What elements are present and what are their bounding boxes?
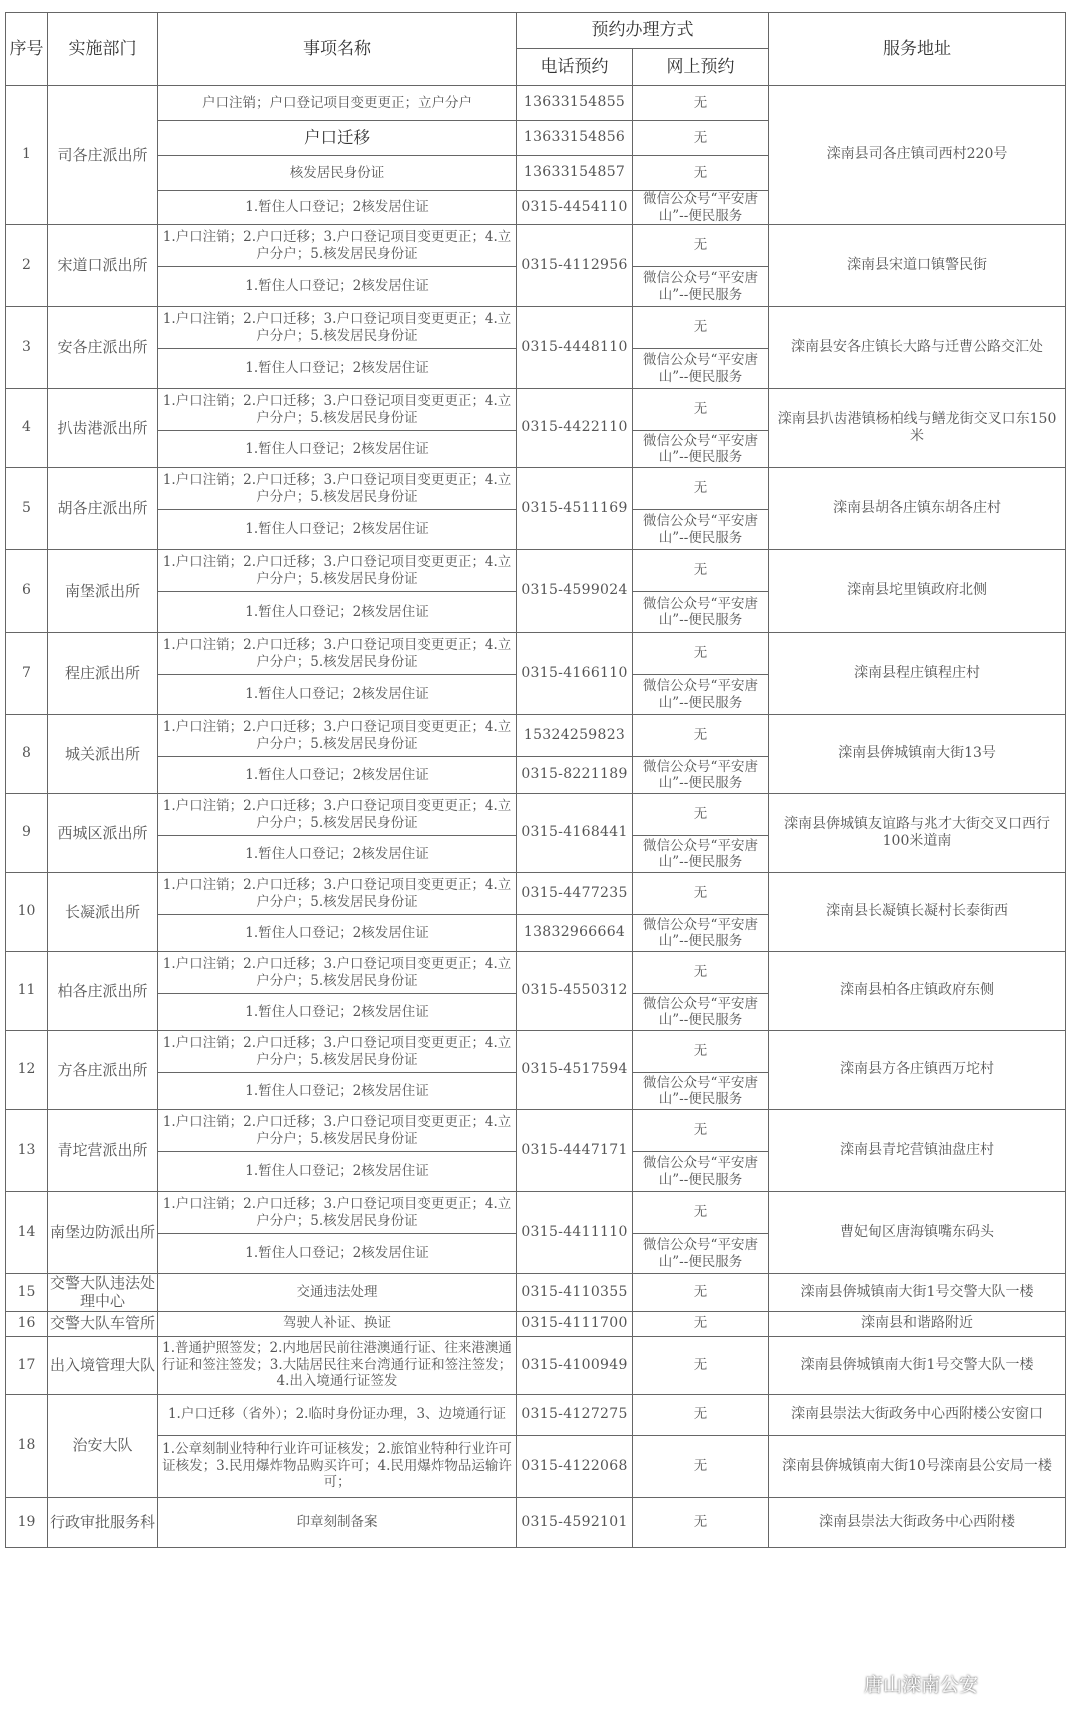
table-row — [6, 1497, 1066, 1547]
table-row — [6, 225, 1066, 267]
row-online: 无 — [633, 156, 769, 191]
table-row — [6, 794, 1066, 836]
row-item: 交通违法处理 — [158, 1274, 517, 1312]
row-item: 1.暂住人口登记；2核发居住证 — [158, 1152, 517, 1192]
row-phone: 0315-4447171 — [517, 1110, 633, 1192]
row-dept: 安各庄派出所 — [48, 307, 158, 389]
row-seq: 17 — [6, 1336, 48, 1394]
row-online: 微信公众号“平安唐山”--便民服务 — [633, 1073, 769, 1110]
row-dept: 胡各庄派出所 — [48, 468, 158, 550]
row-address: 滦南县倴城镇南大街13号 — [769, 715, 1066, 794]
table-body — [6, 86, 1066, 1548]
row-item: 1.户口迁移（省外）；2.临时身份证办理，3、边境通行证 — [158, 1394, 517, 1435]
row-online: 微信公众号“平安唐山”--便民服务 — [633, 1152, 769, 1192]
row-dept: 南堡边防派出所 — [48, 1192, 158, 1274]
row-phone: 0315-4422110 — [517, 389, 633, 468]
row-address: 滦南县倴城镇南大街1号交警大队一楼 — [769, 1336, 1066, 1394]
row-address: 曹妃甸区唐海镇嘴东码头 — [769, 1192, 1066, 1274]
row-dept: 出入境管理大队 — [48, 1336, 158, 1394]
row-phone: 0315-4122068 — [517, 1435, 633, 1497]
watermark — [826, 1665, 978, 1701]
row-dept: 青坨营派出所 — [48, 1110, 158, 1192]
row-dept: 扒齿港派出所 — [48, 389, 158, 468]
row-item: 1.户口注销；2.户口迁移；3.户口登记项目变更更正；4.立户分户；5.核发居民身份证 — [158, 794, 517, 836]
row-item: 1.暂住人口登记；2核发居住证 — [158, 267, 517, 307]
row-phone: 0315-4100949 — [517, 1336, 633, 1394]
row-online: 无 — [633, 389, 769, 431]
header-dept: 实施部门 — [48, 13, 158, 86]
row-address: 滦南县柏各庄镇政府东侧 — [769, 952, 1066, 1031]
row-online: 无 — [633, 121, 769, 156]
wechat-icon — [826, 1671, 858, 1695]
table-row — [6, 1110, 1066, 1152]
row-dept: 交警大队车管所 — [48, 1311, 158, 1336]
row-online: 微信公众号“平安唐山”--便民服务 — [633, 349, 769, 389]
row-seq: 13 — [6, 1110, 48, 1192]
header-address: 服务地址 — [769, 13, 1066, 86]
row-online: 微信公众号“平安唐山”--便民服务 — [633, 757, 769, 794]
row-address: 滦南县崇法大街政务中心西附楼 — [769, 1497, 1066, 1547]
row-phone: 0315-4166110 — [517, 633, 633, 715]
header-phone: 电话预约 — [517, 49, 633, 86]
row-item: 1.户口注销；2.户口迁移；3.户口登记项目变更更正；4.立户分户；5.核发居民身份证 — [158, 225, 517, 267]
row-seq: 14 — [6, 1192, 48, 1274]
row-online: 微信公众号“平安唐山”--便民服务 — [633, 994, 769, 1031]
row-seq: 18 — [6, 1394, 48, 1497]
row-address: 滦南县扒齿港镇杨柏线与鳝龙街交叉口东150米 — [769, 389, 1066, 468]
row-item: 1.户口注销；2.户口迁移；3.户口登记项目变更更正；4.立户分户；5.核发居民身份证 — [158, 468, 517, 510]
row-seq: 11 — [6, 952, 48, 1031]
row-online: 无 — [633, 86, 769, 121]
row-seq: 6 — [6, 550, 48, 633]
row-phone: 0315-4454110 — [517, 191, 633, 225]
row-phone: 15324259823 — [517, 715, 633, 757]
row-address: 滦南县崇法大街政务中心西附楼公安窗口 — [769, 1394, 1066, 1435]
row-online: 微信公众号“平安唐山”--便民服务 — [633, 267, 769, 307]
row-address: 滦南县程庄镇程庄村 — [769, 633, 1066, 715]
header-item: 事项名称 — [158, 13, 517, 86]
row-address: 滦南县倴城镇南大街1号交警大队一楼 — [769, 1274, 1066, 1312]
row-address: 滦南县青坨营镇油盘庄村 — [769, 1110, 1066, 1192]
row-address: 滦南县安各庄镇长大路与迁曹公路交汇处 — [769, 307, 1066, 389]
row-online: 无 — [633, 1497, 769, 1547]
row-online: 无 — [633, 1311, 769, 1336]
row-phone: 0315-4127275 — [517, 1394, 633, 1435]
table-row — [6, 468, 1066, 510]
row-phone: 0315-4110355 — [517, 1274, 633, 1312]
row-dept: 司各庄派出所 — [48, 86, 158, 225]
row-item: 核发居民身份证 — [158, 156, 517, 191]
row-dept: 治安大队 — [48, 1394, 158, 1497]
table-row — [6, 86, 1066, 121]
row-dept: 方各庄派出所 — [48, 1031, 158, 1110]
row-address: 滦南县宋道口镇警民街 — [769, 225, 1066, 307]
row-seq: 4 — [6, 389, 48, 468]
row-item: 1.户口注销；2.户口迁移；3.户口登记项目变更更正；4.立户分户；5.核发居民身份证 — [158, 873, 517, 915]
row-online: 微信公众号“平安唐山”--便民服务 — [633, 1234, 769, 1274]
row-online: 无 — [633, 1336, 769, 1394]
row-item: 1.暂住人口登记；2核发居住证 — [158, 915, 517, 952]
table-row — [6, 1394, 1066, 1435]
row-dept: 宋道口派出所 — [48, 225, 158, 307]
row-dept: 城关派出所 — [48, 715, 158, 794]
table-row — [6, 715, 1066, 757]
row-item: 1.户口注销；2.户口迁移；3.户口登记项目变更更正；4.立户分户；5.核发居民身份证 — [158, 1031, 517, 1073]
row-item: 1.户口注销；2.户口迁移；3.户口登记项目变更更正；4.立户分户；5.核发居民身份证 — [158, 715, 517, 757]
row-item: 1.户口注销；2.户口迁移；3.户口登记项目变更更正；4.立户分户；5.核发居民身份证 — [158, 633, 517, 675]
row-seq: 15 — [6, 1274, 48, 1312]
row-phone: 0315-4511169 — [517, 468, 633, 550]
row-phone: 0315-4550312 — [517, 952, 633, 1031]
row-address: 滦南县方各庄镇西万坨村 — [769, 1031, 1066, 1110]
row-seq: 10 — [6, 873, 48, 952]
row-phone: 0315-4448110 — [517, 307, 633, 389]
row-dept: 长凝派出所 — [48, 873, 158, 952]
row-address: 滦南县倴城镇友谊路与兆才大街交叉口西行100米道南 — [769, 794, 1066, 873]
row-item: 1.户口注销；2.户口迁移；3.户口登记项目变更更正；4.立户分户；5.核发居民身份证 — [158, 1192, 517, 1234]
row-address: 滦南县司各庄镇司西村220号 — [769, 86, 1066, 225]
row-dept: 交警大队违法处理中心 — [48, 1274, 158, 1312]
row-phone: 0315-4111700 — [517, 1311, 633, 1336]
table-row — [6, 873, 1066, 915]
row-online: 微信公众号“平安唐山”--便民服务 — [633, 836, 769, 873]
row-phone: 0315-4517594 — [517, 1031, 633, 1110]
table-row — [6, 1192, 1066, 1234]
row-seq: 1 — [6, 86, 48, 225]
row-phone: 0315-4411110 — [517, 1192, 633, 1274]
row-online: 微信公众号“平安唐山”--便民服务 — [633, 592, 769, 633]
row-item: 1.暂住人口登记；2核发居住证 — [158, 191, 517, 225]
row-online: 无 — [633, 794, 769, 836]
row-online: 无 — [633, 1031, 769, 1073]
row-online: 微信公众号“平安唐山”--便民服务 — [633, 431, 769, 468]
row-item: 1.户口注销；2.户口迁移；3.户口登记项目变更更正；4.立户分户；5.核发居民身份证 — [158, 307, 517, 349]
row-seq: 8 — [6, 715, 48, 794]
row-item: 1.暂住人口登记；2核发居住证 — [158, 994, 517, 1031]
row-online: 无 — [633, 225, 769, 267]
row-online: 无 — [633, 633, 769, 675]
header-seq: 序号 — [6, 13, 48, 86]
table-row — [6, 550, 1066, 592]
row-item: 1.暂住人口登记；2核发居住证 — [158, 431, 517, 468]
row-item: 1.暂住人口登记；2核发居住证 — [158, 349, 517, 389]
row-online: 无 — [633, 715, 769, 757]
row-seq: 9 — [6, 794, 48, 873]
row-address: 滦南县倴城镇南大街10号滦南县公安局一楼 — [769, 1435, 1066, 1497]
row-item: 1.公章刻制业特种行业许可证核发；2.旅馆业特种行业许可证核发；3.民用爆炸物品购买许可；4.民用爆炸物品运输许可； — [158, 1435, 517, 1497]
row-item: 1.暂住人口登记；2核发居住证 — [158, 675, 517, 715]
row-online: 微信公众号“平安唐山”--便民服务 — [633, 675, 769, 715]
row-phone: 0315-4599024 — [517, 550, 633, 633]
row-item: 1.户口注销；2.户口迁移；3.户口登记项目变更更正；4.立户分户；5.核发居民身份证 — [158, 952, 517, 994]
row-online: 无 — [633, 1110, 769, 1152]
table-row — [6, 633, 1066, 675]
table-row — [6, 952, 1066, 994]
row-seq: 16 — [6, 1311, 48, 1336]
row-online: 微信公众号“平安唐山”--便民服务 — [633, 510, 769, 550]
row-phone: 0315-4592101 — [517, 1497, 633, 1547]
row-phone: 13633154855 — [517, 86, 633, 121]
row-item: 1.暂住人口登记；2核发居住证 — [158, 1234, 517, 1274]
row-phone: 0315-4168441 — [517, 794, 633, 873]
row-item: 1.暂住人口登记；2核发居住证 — [158, 510, 517, 550]
row-seq: 3 — [6, 307, 48, 389]
row-item: 户口迁移 — [158, 121, 517, 156]
service-table — [5, 12, 1066, 1548]
table-row — [6, 1274, 1066, 1312]
row-online: 无 — [633, 1435, 769, 1497]
appointment-table-sheet — [5, 12, 1066, 1548]
row-online: 无 — [633, 1394, 769, 1435]
row-phone: 13633154857 — [517, 156, 633, 191]
header-method: 预约办理方式 — [517, 13, 769, 49]
table-row — [6, 1435, 1066, 1497]
row-dept: 柏各庄派出所 — [48, 952, 158, 1031]
row-online: 无 — [633, 873, 769, 915]
row-item: 1.普通护照签发；2.内地居民前往港澳通行证、往来港澳通行证和签注签发；3.大陆居民往来台湾通行证和签注签发；4.出入境通行证签发 — [158, 1336, 517, 1394]
row-phone: 13633154856 — [517, 121, 633, 156]
row-seq: 7 — [6, 633, 48, 715]
row-online: 无 — [633, 952, 769, 994]
row-address: 滦南县和谐路附近 — [769, 1311, 1066, 1336]
table-row — [6, 389, 1066, 431]
row-item: 1.户口注销；2.户口迁移；3.户口登记项目变更更正；4.立户分户；5.核发居民身份证 — [158, 1110, 517, 1152]
table-row — [6, 1336, 1066, 1394]
row-phone: 13832966664 — [517, 915, 633, 952]
row-phone: 0315-4477235 — [517, 873, 633, 915]
table-row — [6, 307, 1066, 349]
table-row — [6, 1311, 1066, 1336]
table-row — [6, 1031, 1066, 1073]
row-address: 滦南县坨里镇政府北侧 — [769, 550, 1066, 633]
row-dept: 行政审批服务科 — [48, 1497, 158, 1547]
row-item: 1.暂住人口登记；2核发居住证 — [158, 757, 517, 794]
row-item: 1.暂住人口登记；2核发居住证 — [158, 836, 517, 873]
row-item: 1.户口注销；2.户口迁移；3.户口登记项目变更更正；4.立户分户；5.核发居民身份证 — [158, 389, 517, 431]
row-phone: 0315-4112956 — [517, 225, 633, 307]
row-online: 微信公众号“平安唐山”--便民服务 — [633, 191, 769, 225]
row-phone: 0315-8221189 — [517, 757, 633, 794]
row-item: 1.户口注销；2.户口迁移；3.户口登记项目变更更正；4.立户分户；5.核发居民身份证 — [158, 550, 517, 592]
row-dept: 西城区派出所 — [48, 794, 158, 873]
row-seq: 5 — [6, 468, 48, 550]
row-dept: 南堡派出所 — [48, 550, 158, 633]
row-online: 无 — [633, 1192, 769, 1234]
row-online: 微信公众号“平安唐山”--便民服务 — [633, 915, 769, 952]
row-address: 滦南县胡各庄镇东胡各庄村 — [769, 468, 1066, 550]
row-item: 印章刻制备案 — [158, 1497, 517, 1547]
row-dept: 程庄派出所 — [48, 633, 158, 715]
row-online: 无 — [633, 550, 769, 592]
row-address: 滦南县长凝镇长凝村长泰街西 — [769, 873, 1066, 952]
row-item: 1.暂住人口登记；2核发居住证 — [158, 1073, 517, 1110]
watermark-text: 唐山滦南公安 — [864, 1673, 979, 1696]
header-online: 网上预约 — [633, 49, 769, 86]
row-item: 驾驶人补证、换证 — [158, 1311, 517, 1336]
row-item: 户口注销；户口登记项目变更更正；立户分户 — [158, 86, 517, 121]
row-online: 无 — [633, 1274, 769, 1312]
row-online: 无 — [633, 307, 769, 349]
row-seq: 19 — [6, 1497, 48, 1547]
row-seq: 12 — [6, 1031, 48, 1110]
row-seq: 2 — [6, 225, 48, 307]
row-online: 无 — [633, 468, 769, 510]
row-item: 1.暂住人口登记；2核发居住证 — [158, 592, 517, 633]
